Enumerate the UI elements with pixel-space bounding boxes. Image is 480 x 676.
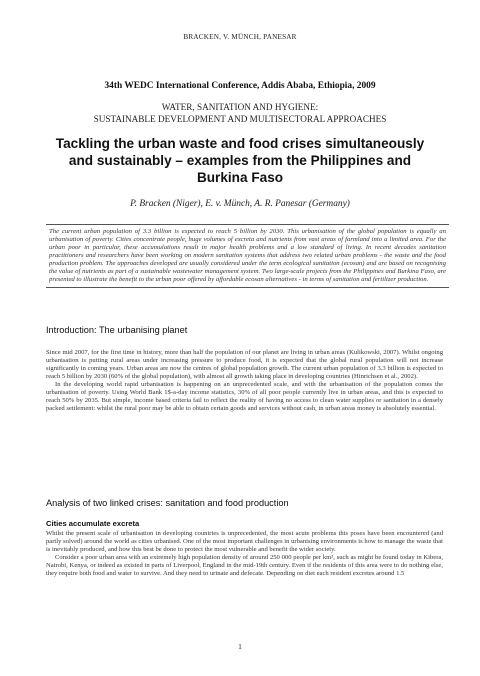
theme-line-2: SUSTAINABLE DEVELOPMENT AND MULTISECTORAL APPROACHES	[93, 114, 387, 124]
section-heading-introduction: Introduction: The urbanising planet	[46, 325, 188, 335]
abstract: The current urban population of 3.3 billion is expected to reach 5 billion by 2030. This urbanisation of the global population is equally an urbanisation of poverty. Cities concentrate people, huge volumes of excreta and nutrients from vast areas of farmland into a limited area. For the urban poor in particular, these accumulations result in major health problems and a low standard of living. In recent decades sanitation practitioners and researchers have been working on modern sanitation systems that address two related urban problems - the waste and the food production problem. The approaches developed are usually considered under the term ecological sanitation (ecosan) and are based on recognising the value of nutrients as part of a sustainable wastewater management system. Two large-scale projects from the Philippines and Burkina Faso, are presented to illustrate the benefit to the urban poor offered by affordable ecosan alternatives - in terms of sanitation and fertilizer production.	[46, 224, 449, 288]
section-heading-analysis: Analysis of two linked crises: sanitation and food production	[46, 498, 289, 508]
authors: P. Bracken (Niger), E. v. Münch, A. R. Panesar (Germany)	[130, 199, 350, 209]
theme-line-1: WATER, SANITATION AND HYGIENE:	[161, 102, 319, 112]
theme-block	[0, 101, 480, 125]
page-number: 1	[238, 642, 242, 651]
introduction-paragraph-2: In the developing world rapid urbanisation is happening on an unprecedented scale, and with the urbanisation of the population comes the urbanisation of poverty. Using World Bank 1$-a-day income statistics, 30% of all poor people currently live in urban areas, and this is expected to reach 50% by 2035. But simple, income based criteria fail to reflect the reality of having no access to clean water supplies or sanitation in a densely packed settlement: whilst the rural poor may be able to obtain certain goods and services without cash, in urban areas money is absolutely essential.	[46, 381, 443, 413]
conference-line: 34th WEDC International Conference, Addis Ababa, Ethiopia, 2009	[104, 81, 376, 91]
title-line-3: Burkina Faso	[196, 170, 284, 185]
title-line-1: Tackling the urban waste and food crises simultaneously	[55, 136, 425, 151]
analysis-paragraph-1: Whilst the present scale of urbanisation in developing countries is unprecedented, the most acute problems this poses have been encountered (and partly solved) around the world as cities urbanised. One of the most important challenges in urbanising environments is how to manage the waste that is inevitably produced, and how this best be done to protect the most vulnerable and benefit the wider society.	[46, 530, 443, 554]
subsection-heading-excreta: Cities accumulate excreta	[46, 519, 140, 528]
analysis-body	[46, 530, 443, 578]
analysis-paragraph-2: Consider a poor urban area with an extremely high population density of around 250 000 people per km², such as might be found today in Kibera, Nairobi, Kenya, or indeed as existed in parts of Liverpool, England in the mid-19th century. Even if the residents of this area were to do nothing else, they require both food and water to survive. And they need to urinate and defecate. Depending on diet each resident excretes around 1.5	[46, 554, 443, 578]
introduction-paragraph-1: Since mid 2007, for the first time in history, more than half the population of our planet are living in urban areas (Kulikowski, 2007). Whilst ongoing urbanisation is putting rural areas under increasing pressure to produce food, it is expected that the global rural population will not increase significantly in coming years. Urban areas are now the centres of global population growth. The current urban population of 3.3 billion is expected to reach 5 billion by 2030 (60% of the global population), with almost all growth taking place in developing countries (Hinrichsen et al., 2002).	[46, 349, 443, 381]
running-header: BRACKEN, V. MÜNCH, PANESAR	[183, 33, 297, 41]
title-line-2: and sustainably – examples from the Philippines and	[68, 153, 412, 168]
paper-title	[40, 135, 440, 186]
introduction-body	[46, 349, 443, 413]
